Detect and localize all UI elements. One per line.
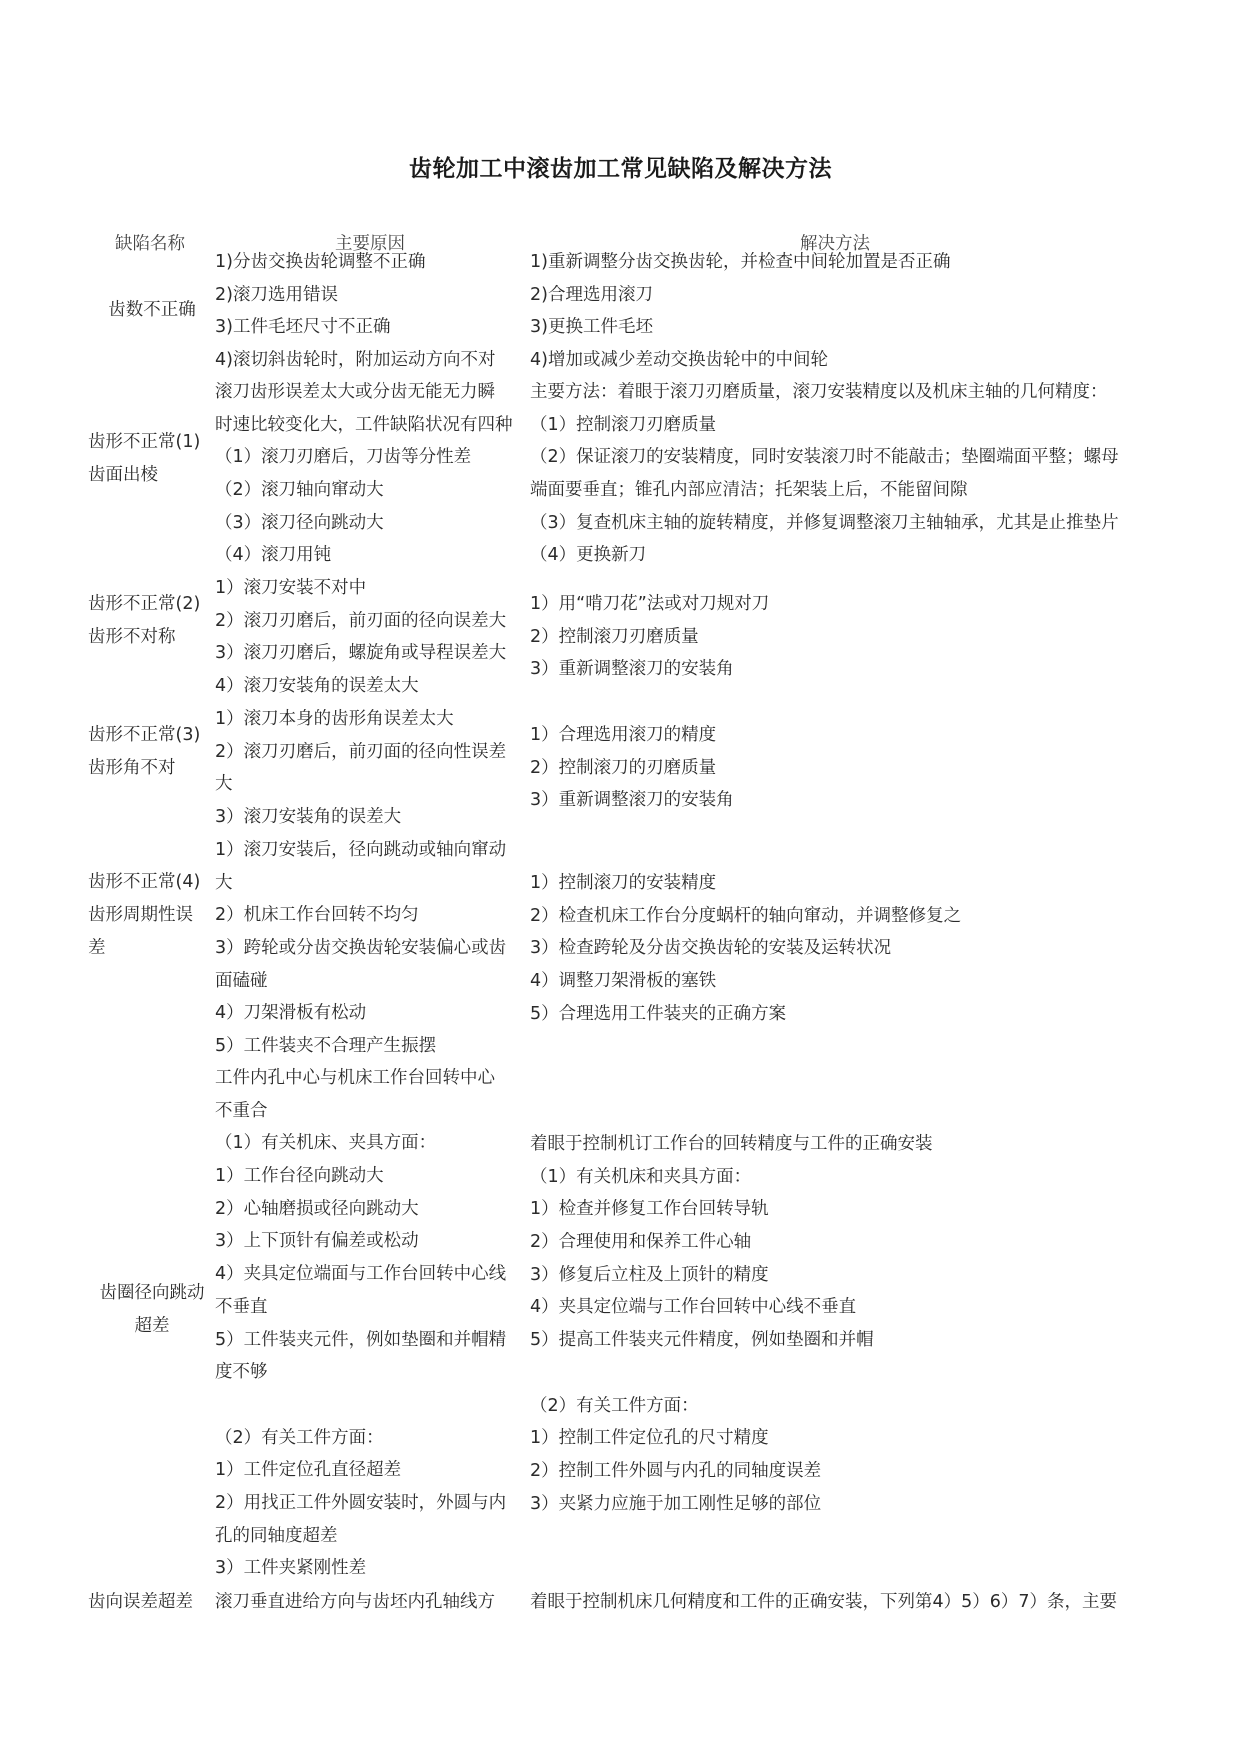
solution-line: 5）合理选用工件装夹的正确方案 — [530, 1003, 787, 1024]
solution-line: 2)合理选用滚刀 — [530, 284, 653, 305]
defect-name-cell — [92, 294, 212, 327]
defect-name-cell — [88, 588, 208, 654]
cause-line: 5）工件装夹元件，例如垫圈和并帽精 — [215, 1329, 507, 1350]
solution-line: 端面要垂直；锥孔内部应清洁；托架装上后，不能留间隙 — [530, 480, 968, 501]
solution-line: （4）更换新刀 — [530, 545, 647, 566]
cause-line: 2）心轴磨损或径向跳动大 — [215, 1198, 419, 1219]
defect-name-line: 超差 — [134, 1315, 170, 1336]
cause-line: 3）跨轮或分齿交换齿轮安装偏心或齿 — [215, 938, 507, 959]
solution-line: 3）夹紧力应施于加工刚性足够的部位 — [530, 1493, 822, 1514]
solution-line: 3）重新调整滚刀的安装角 — [530, 790, 734, 811]
cause-cell — [215, 703, 530, 834]
solution-line: （2）保证滚刀的安装精度，同时安装滚刀时不能敲击；垫圈端面平整；螺母 — [530, 447, 1119, 468]
solution-line: 主要方法：着眼于滚刀刃磨质量，滚刀安装精度以及机床主轴的几何精度： — [530, 382, 1108, 402]
defect-name-line: 齿形角不对 — [88, 757, 176, 778]
solution-line: 5）提高工件装夹元件精度，例如垫圈和并帽 — [530, 1330, 874, 1351]
cause-line: 大 — [215, 872, 233, 893]
cause-line: 3）滚刀安装角的误差大 — [215, 807, 402, 828]
defect-name-cell — [88, 866, 208, 965]
solution-line: 4）调整刀架滑板的塞铁 — [530, 971, 717, 992]
cause-line: 不垂直 — [215, 1296, 268, 1317]
defect-name-cell — [92, 1277, 212, 1343]
defect-name-line: 齿形不对称 — [88, 626, 176, 647]
cause-line: 1）滚刀安装后，径向跳动或轴向窜动 — [215, 840, 507, 860]
cause-line: 2)滚刀选用错误 — [215, 284, 338, 305]
defect-name-line: 齿形不正常(2) — [88, 593, 201, 614]
solution-cell — [530, 719, 1210, 817]
cause-line: （2）滚刀轴向窜动大 — [215, 480, 384, 501]
solution-line — [530, 1357, 1210, 1390]
solution-line: 1）控制滚刀的安装精度 — [530, 873, 717, 893]
cause-line: 4)滚切斜齿轮时，附加运动方向不对 — [215, 350, 496, 371]
defect-name-cell — [88, 1586, 208, 1619]
cause-line: （2）有关工件方面： — [215, 1427, 384, 1448]
solution-line: 2）检查机床工作台分度蜗杆的轴向窜动，并调整修复之 — [530, 905, 962, 926]
defect-name-line: 齿形不正常(4) — [88, 872, 201, 893]
document-title: 齿轮加工中滚齿加工常见缺陷及解决方法 — [409, 156, 832, 182]
defect-name-line: 差 — [88, 938, 106, 959]
cause-line: 5）工件装夹不合理产生振摆 — [215, 1036, 437, 1057]
cause-line: 滚刀齿形误差太大或分齿无能无力瞬 — [215, 382, 495, 402]
solution-line: （1）有关机床和夹具方面： — [530, 1166, 752, 1187]
header-solution: 解决方法 — [800, 234, 870, 254]
cause-line: 2）用找正工件外圆安装时，外圆与内 — [215, 1492, 507, 1513]
solution-line: 3）修复后立柱及上顶针的精度 — [530, 1264, 769, 1285]
defect-name-line: 齿面出棱 — [88, 464, 158, 485]
solution-line: 4)增加或减少差动交换齿轮中的中间轮 — [530, 350, 828, 371]
solution-line: 着眼于控制机订工作台的回转精度与工件的正确安装 — [530, 1134, 933, 1154]
solution-line: 2）控制滚刀的刃磨质量 — [530, 757, 717, 778]
cause-line: 不重合 — [215, 1100, 268, 1121]
solution-line: 2）合理使用和保养工件心轴 — [530, 1232, 752, 1253]
cause-line: 3）工件夹紧刚性差 — [215, 1558, 367, 1579]
solution-line: 2）控制滚刀刃磨质量 — [530, 626, 699, 647]
defect-name-cell — [88, 426, 208, 492]
cause-line: 1)分齿交换齿轮调整不正确 — [215, 252, 426, 272]
cause-line: 面磕碰 — [215, 970, 268, 991]
cause-cell — [215, 1062, 530, 1585]
solution-line: 3)更换工件毛坯 — [530, 317, 653, 338]
solution-line: 1）用“啃刀花”法或对刀规对刀 — [530, 594, 770, 614]
solution-line: 3）重新调整滚刀的安装角 — [530, 659, 734, 680]
solution-cell — [530, 246, 1210, 377]
defect-name-line: 齿形不正常(1) — [88, 431, 201, 452]
header-main-cause: 主要原因 — [335, 234, 405, 254]
solution-cell — [530, 376, 1210, 572]
defect-name-line: 齿圈径向跳动 — [99, 1282, 205, 1303]
cause-line: 孔的同轴度超差 — [215, 1525, 338, 1546]
cause-line: （4）滚刀用钝 — [215, 545, 332, 566]
cause-line: 3)工件毛坯尺寸不正确 — [215, 317, 391, 338]
cause-line: 2）机床工作台回转不均匀 — [215, 905, 419, 926]
defect-name-line: 齿形不正常(3) — [88, 724, 201, 745]
cause-cell — [215, 1586, 530, 1619]
header-defect-name: 缺陷名称 — [115, 234, 185, 254]
solution-line: 4）夹具定位端与工作台回转中心线不垂直 — [530, 1297, 857, 1318]
solution-line: （3）复查机床主轴的旋转精度，并修复调整滚刀主轴轴承，尤其是止推垫片 — [530, 512, 1119, 533]
solution-line: 2）控制工件外圆与内孔的同轴度误差 — [530, 1460, 822, 1481]
cause-line: 工件内孔中心与机床工作台回转中心 — [215, 1068, 495, 1088]
defect-name-line: 齿向误差超差 — [88, 1592, 193, 1612]
cause-line: 1）工件定位孔直径超差 — [215, 1460, 402, 1481]
solution-line: （2）有关工件方面： — [530, 1395, 699, 1416]
cause-cell — [215, 572, 530, 703]
solution-cell — [530, 1586, 1210, 1619]
cause-line: 1）滚刀安装不对中 — [215, 578, 367, 598]
cause-line: 3）上下顶针有偏差或松动 — [215, 1231, 419, 1252]
solution-cell — [530, 1128, 1210, 1520]
solution-line: （1）控制滚刀刃磨质量 — [530, 414, 717, 435]
defect-name-line: 齿数不正确 — [108, 300, 196, 320]
cause-cell — [215, 376, 530, 572]
cause-cell — [215, 834, 530, 1063]
solution-line: 1）检查并修复工作台回转导轨 — [530, 1199, 769, 1220]
cause-line — [215, 1389, 530, 1422]
cause-line: 2）滚刀刃磨后，前刃面的径向误差大 — [215, 610, 507, 631]
solution-line: 1）合理选用滚刀的精度 — [530, 725, 717, 745]
cause-line: 4）滚刀安装角的误差太大 — [215, 676, 419, 697]
cause-line: （1）滚刀刃磨后，刀齿等分性差 — [215, 447, 472, 468]
cause-line: 滚刀垂直进给方向与齿坯内孔轴线方 — [215, 1592, 495, 1612]
solution-line: 1）控制工件定位孔的尺寸精度 — [530, 1428, 769, 1449]
cause-line: 4）夹具定位端面与工作台回转中心线 — [215, 1264, 507, 1285]
cause-line: （3）滚刀径向跳动大 — [215, 512, 384, 533]
solution-line: 1)重新调整分齿交换齿轮，并检查中间轮加置是否正确 — [530, 252, 951, 272]
cause-line: 4）刀架滑板有松动 — [215, 1003, 367, 1024]
solution-line: 3）检查跨轮及分齿交换齿轮的安装及运转状况 — [530, 938, 892, 959]
defect-name-cell — [88, 719, 208, 785]
defect-name-line: 齿形周期性误 — [88, 905, 193, 926]
solution-line: 着眼于控制机床几何精度和工件的正确安装，下列第4）5）6）7）条，主要 — [530, 1592, 1118, 1612]
cause-line: 大 — [215, 774, 233, 795]
cause-cell — [215, 246, 530, 377]
cause-line: 3）滚刀刃磨后，螺旋角或导程误差大 — [215, 643, 507, 664]
cause-line: 度不够 — [215, 1362, 268, 1383]
cause-line: 1）工作台径向跳动大 — [215, 1166, 384, 1187]
cause-line: 1）滚刀本身的齿形角误差太大 — [215, 709, 454, 729]
cause-line: 时速比较变化大，工件缺陷状况有四种 — [215, 414, 513, 435]
solution-cell — [530, 867, 1210, 1030]
cause-line: 2）滚刀刃磨后，前刃面的径向性误差 — [215, 741, 507, 762]
solution-cell — [530, 588, 1210, 686]
cause-line: （1）有关机床、夹具方面： — [215, 1133, 437, 1154]
